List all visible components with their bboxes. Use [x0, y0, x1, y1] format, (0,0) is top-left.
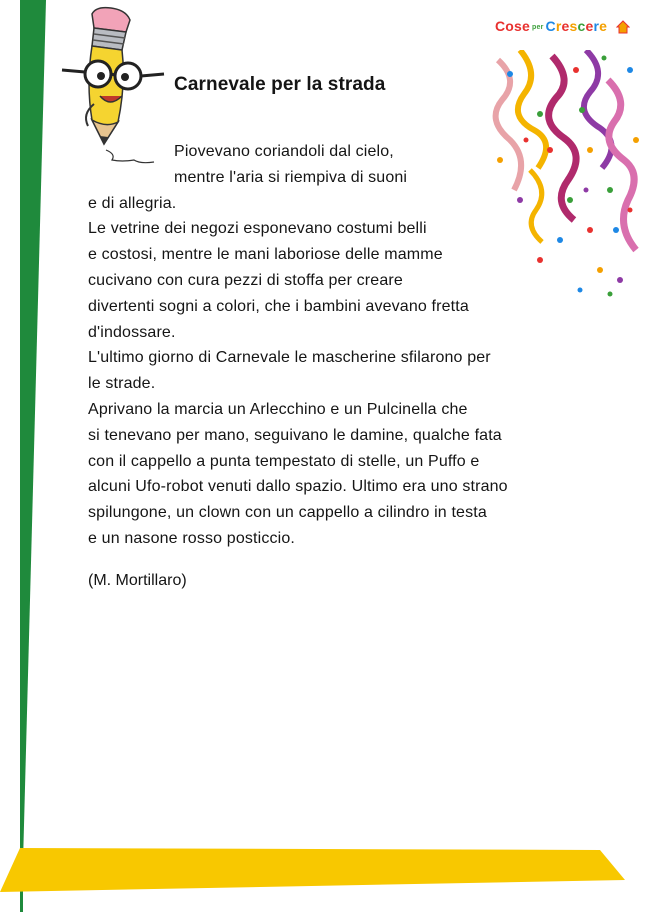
text-line: e di allegria.	[88, 194, 177, 212]
text-line: Aprivano la marcia un Arlecchino e un Pulcinella che	[88, 400, 468, 418]
poem-body	[88, 139, 608, 552]
text-line: cucivano con cura pezzi di stoffa per creare	[88, 271, 403, 289]
logo-word-cose: Cose	[495, 18, 531, 34]
text-line: Piovevano coriandoli dal cielo,	[174, 143, 394, 160]
text-line: divertenti sogni a colori, che i bambini avevano fretta	[88, 297, 469, 315]
house-icon	[616, 20, 630, 34]
text-line: mentre l'aria si riempiva di suoni	[174, 168, 408, 186]
text-line: d'indossare.	[88, 323, 176, 341]
text-line: Le vetrine dei negozi esponevano costumi belli	[88, 220, 427, 238]
logo-word-crescere: Crescere	[545, 18, 608, 34]
text-line: alcuni Ufo-robot venuti dallo spazio. Ultimo era uno strano	[88, 478, 508, 496]
text-line: si tenevano per mano, seguivano le damine, qualche fata	[88, 426, 502, 444]
text-line: e costosi, mentre le mani laboriose delle mamme	[88, 246, 443, 264]
text-line: L'ultimo giorno di Carnevale le mascherine sfilarono per	[88, 349, 491, 367]
text-line: le strade.	[88, 375, 156, 393]
text-line: con il cappello a punta tempestato di stelle, un Puffo e	[88, 452, 480, 470]
text-line: spilungone, un clown con un cappello a cilindro in testa	[88, 504, 487, 522]
author-credit: (M. Mortillaro)	[88, 572, 187, 589]
logo-word-per: per	[532, 23, 544, 31]
text-line: e un nasone rosso posticcio.	[88, 529, 295, 547]
brand-logo[interactable]	[495, 18, 607, 44]
document-title: Carnevale per la strada	[174, 74, 386, 95]
yellow-bottom-band	[0, 840, 650, 914]
